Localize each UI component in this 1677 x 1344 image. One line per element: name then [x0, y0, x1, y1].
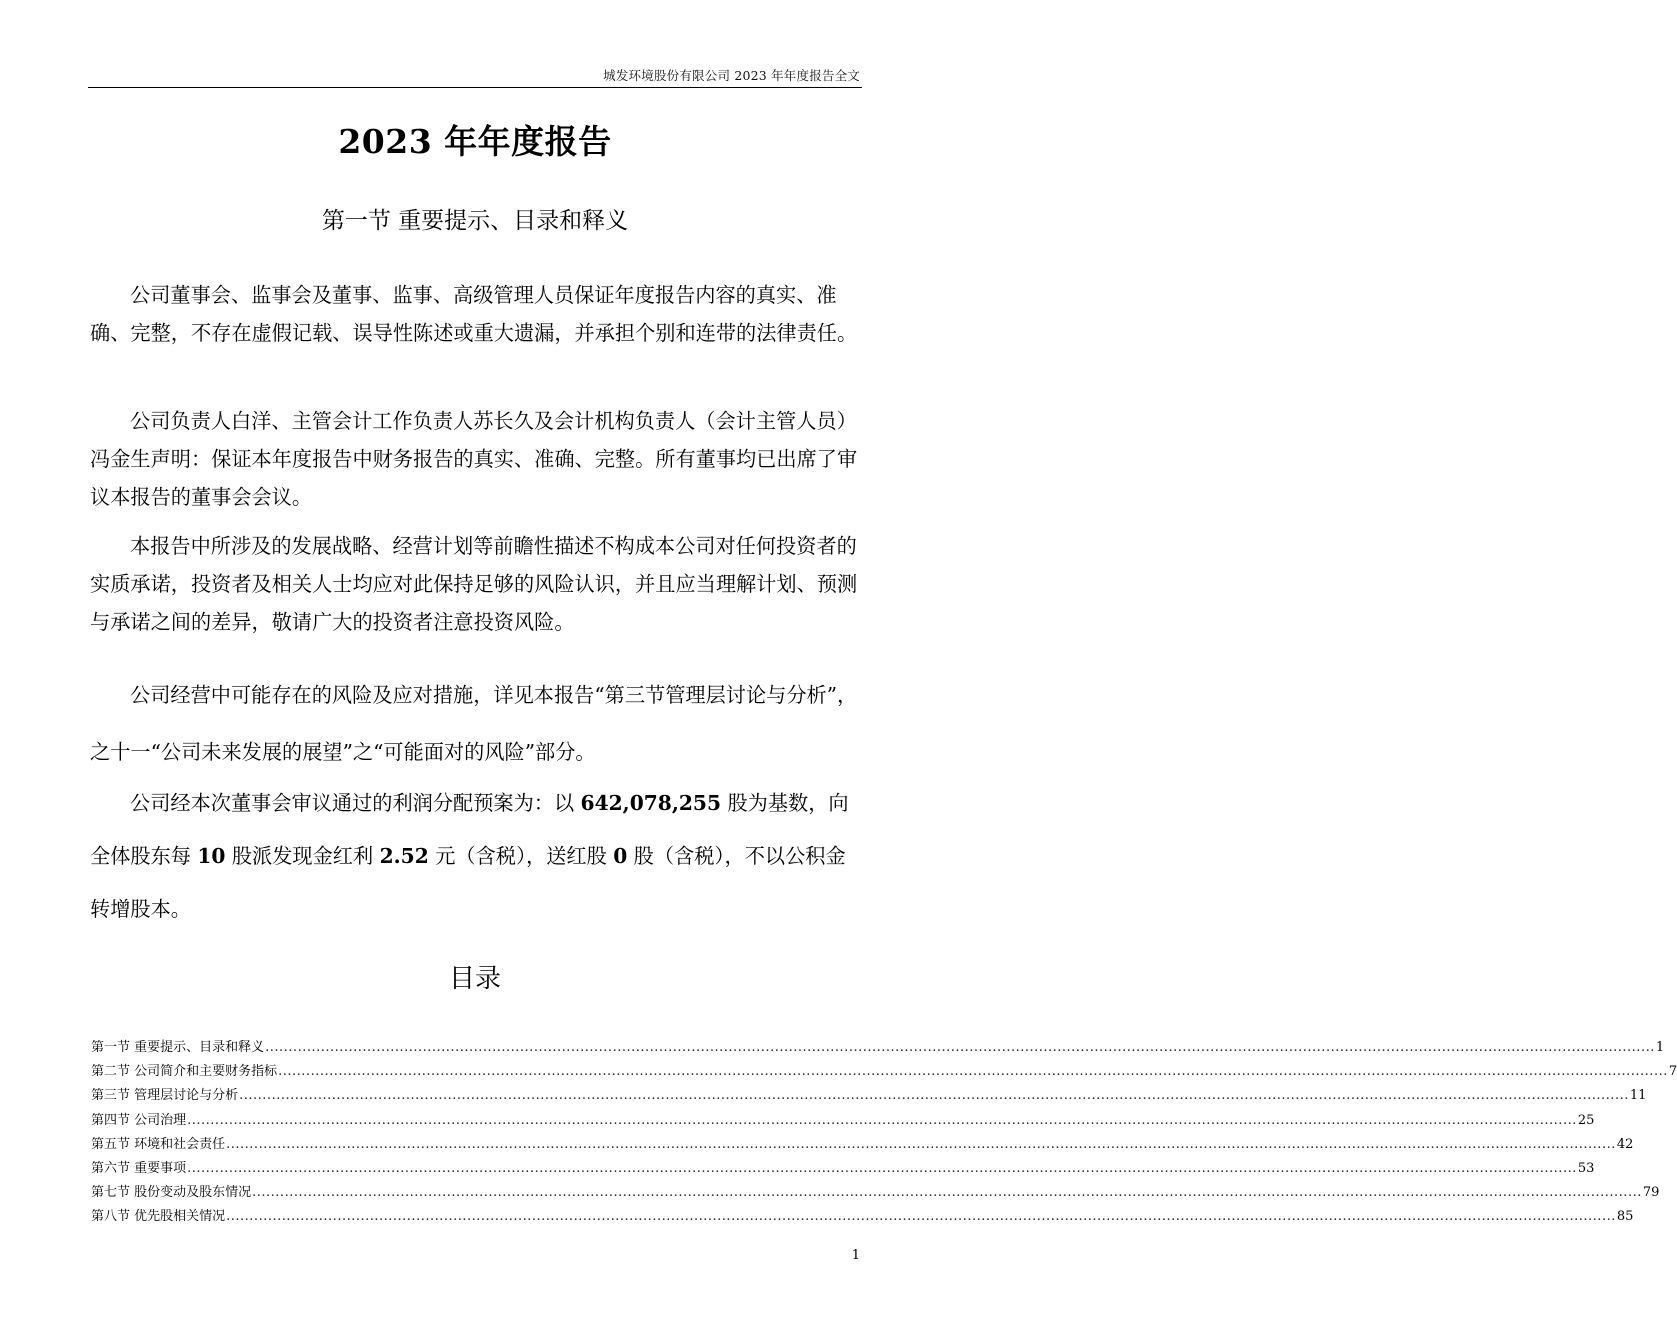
toc-entry[interactable]: [91, 1036, 1665, 1060]
toc-leader-dots: ............................................................................................................................................................................................................................................................................................................: [278, 1064, 1668, 1080]
paragraph-dividend-plan: [90, 777, 862, 936]
toc-entry-page: 11: [1629, 1088, 1647, 1104]
paragraph-responsibility: 公司董事会、监事会及董事、监事、高级管理人员保证年度报告内容的真实、准确、完整，不存在虚假记载、误导性陈述或重大遗漏，并承担个别和连带的法律责任。: [90, 283, 858, 345]
toc-entry-label: 第三节 管理层讨论与分析: [91, 1088, 239, 1104]
toc-entry-page: 85: [1616, 1209, 1634, 1225]
toc-entry-label: 第八节 优先股相关情况: [91, 1209, 226, 1225]
toc-entry-page: 1: [1655, 1040, 1665, 1055]
toc-entry-page: 25: [1577, 1112, 1595, 1128]
dividend-text: 公司经本次董事会审议通过的利润分配预案为：以: [130, 791, 581, 815]
toc-entry[interactable]: [91, 1181, 1660, 1205]
cash-dividend-value: 2.52: [379, 844, 429, 868]
toc-leader-dots: ............................................................................................................................................................................................................................................................................................................: [187, 1160, 1577, 1176]
toc-leader-dots: ............................................................................................................................................................................................................................................................................................................: [187, 1112, 1577, 1128]
toc-entry-label: 第五节 环境和社会责任: [91, 1136, 226, 1152]
toc-entry-page: 53: [1577, 1160, 1595, 1176]
toc-leader-dots: ............................................................................................................................................................................................................................................................................................................: [265, 1040, 1655, 1055]
toc-entry-page: 79: [1642, 1185, 1660, 1201]
toc-entry[interactable]: [91, 1060, 1677, 1084]
dividend-text: 元（含税），送红股: [428, 844, 614, 868]
table-of-contents: [91, 1036, 1677, 1230]
toc-entry[interactable]: [91, 1133, 1634, 1157]
toc-title: 目录: [448, 964, 501, 994]
toc-entry-page: 7: [1668, 1064, 1677, 1080]
document-title: 2023 年年度报告: [338, 122, 612, 161]
toc-leader-dots: ............................................................................................................................................................................................................................................................................................................: [226, 1136, 1616, 1152]
paragraph-declaration: 公司负责人白洋、主管会计工作负责人苏长久及会计机构负责人（会计主管人员）冯金生声明：保证本年度报告中财务报告的真实、准确、完整。所有董事均已出席了审议本报告的董事会会议。: [90, 409, 858, 509]
running-header: 城发环境股份有限公司 2023 年年度报告全文: [603, 68, 860, 83]
base-shares-value: 642,078,255: [580, 791, 722, 815]
page-number: 1: [851, 1248, 860, 1263]
toc-entry-label: 第四节 公司治理: [91, 1112, 187, 1128]
toc-leader-dots: ............................................................................................................................................................................................................................................................................................................: [252, 1185, 1642, 1201]
toc-entry[interactable]: [91, 1109, 1595, 1133]
header-divider: [88, 87, 862, 88]
toc-entry[interactable]: [91, 1205, 1634, 1229]
toc-entry-label: 第六节 重要事项: [91, 1160, 187, 1176]
dividend-text: 股为基数，向全体股东每: [90, 791, 849, 868]
section-title: 第一节 重要提示、目录和释义: [321, 208, 629, 234]
bonus-shares-value: 0: [613, 844, 628, 868]
paragraph-risk: 公司经营中可能存在的风险及应对措施，详见本报告“第三节管理层讨论与分析”，之十一“公司未来发展的展望”之“可能面对的风险”部分。: [90, 683, 858, 764]
toc-entry-label: 第一节 重要提示、目录和释义: [91, 1040, 265, 1055]
toc-leader-dots: ............................................................................................................................................................................................................................................................................................................: [239, 1088, 1629, 1104]
toc-leader-dots: ............................................................................................................................................................................................................................................................................................................: [226, 1209, 1616, 1225]
toc-entry[interactable]: [91, 1084, 1647, 1108]
paragraph-forward-looking: 本报告中所涉及的发展战略、经营计划等前瞻性描述不构成本公司对任何投资者的实质承诺，投资者及相关人士均应对此保持足够的风险认识，并且应当理解计划、预测与承诺之间的差异，敬请广大的投资者注意投资风险。: [90, 534, 858, 634]
dividend-text: 股派发现金红利: [225, 844, 380, 868]
toc-entry-label: 第七节 股份变动及股东情况: [91, 1185, 252, 1201]
dividend-text: 股（含税），不以公积金转增股本。: [90, 844, 846, 921]
toc-entry-label: 第二节 公司简介和主要财务指标: [91, 1064, 278, 1080]
toc-entry-page: 42: [1616, 1136, 1634, 1152]
toc-entry[interactable]: [91, 1157, 1595, 1181]
per-shares-value: 10: [197, 844, 226, 868]
